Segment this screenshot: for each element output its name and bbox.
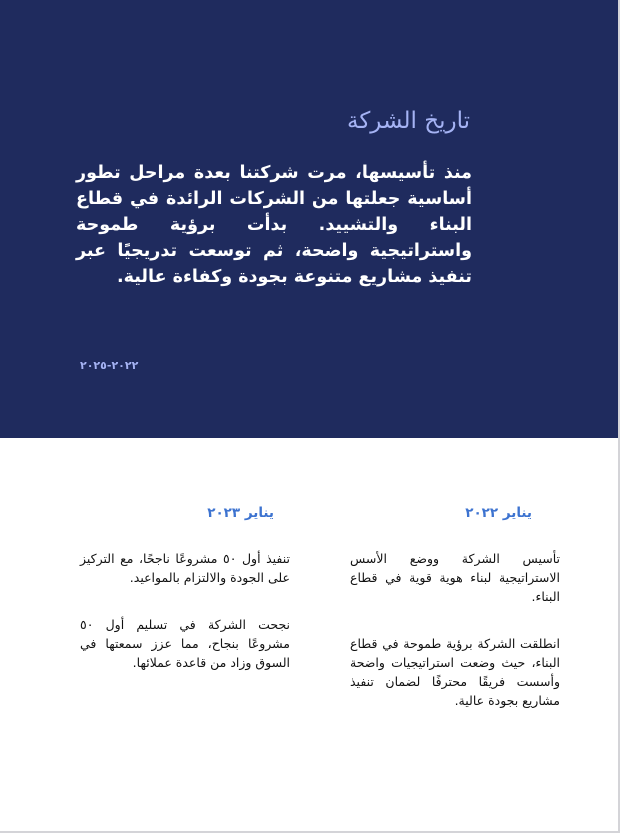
timeline-entry-2023 (80, 505, 290, 700)
year-range: ٢٠٢٢-٢٠٢٥ (80, 359, 139, 372)
timeline-paragraph: انطلقت الشركة برؤية طموحة في قطاع البناء، حيث وضعت استراتيجيات واضحة وأسست فريقًا محترفًا لضمان تنفيذ مشاريع بجودة عالية. (350, 636, 560, 708)
timeline-date: يناير ٢٠٢٣ (207, 505, 274, 521)
section-title: تاريخ الشركة (347, 108, 470, 134)
timeline-paragraph: تنفيذ أول ٥٠ مشروعًا ناجحًا، مع التركيز على الجودة والالتزام بالمواعيد. (80, 551, 290, 585)
timeline-paragraph: نجحت الشركة في تسليم أول ٥٠ مشروعًا بنجاح، مما عزز سمعتها في السوق وزاد من قاعدة عملائها. (80, 617, 290, 670)
timeline-entry-2022 (350, 505, 560, 738)
timeline-date: يناير ٢٠٢٢ (465, 505, 532, 521)
history-intro-paragraph: منذ تأسيسها، مرت شركتنا بعدة مراحل تطور أساسية جعلتها من الشركات الرائدة في قطاع البناء والتشييد. بدأت برؤية طموحة واستراتيجية واضحة، ثم توسعت تدريجيًا عبر تنفيذ مشاريع متنوعة بجودة وكفاءة عالية. (76, 163, 472, 287)
timeline-paragraph: تأسيس الشركة ووضع الأسس الاستراتيجية لبناء هوية قوية في قطاع البناء. (350, 551, 560, 604)
